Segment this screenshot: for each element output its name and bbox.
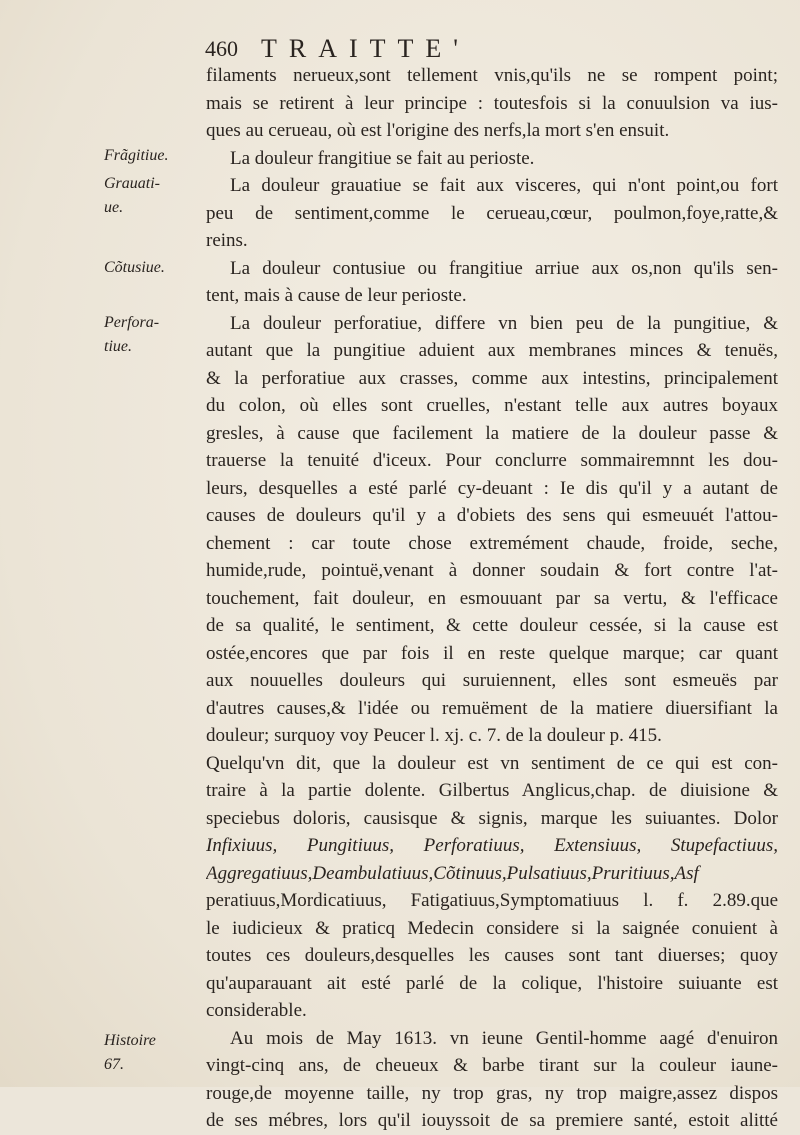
text-line: qu'auparauant ait esté parlé de la colique, l'histoire suiuante est <box>206 972 778 994</box>
page-number: 460 <box>205 36 238 61</box>
margin-note-grauatiue-1: Grauati- <box>104 175 160 192</box>
margin-note-perforatiue-2: tiue. <box>104 338 132 355</box>
text-line: humide,rude, pointuë,venant à donner soudain & fort contre l'at- <box>206 560 778 581</box>
text-line: aux nouuelles douleurs qui suruiennent, elles sont esmeuës par <box>206 670 778 691</box>
margin-note-contusiue: Cõtusiue. <box>104 259 165 276</box>
text-line: tent, mais à cause de leur perioste. <box>206 285 467 306</box>
text-line: de sa qualité, le sentiment, & cette douleur cessée, si la cause est <box>206 615 778 636</box>
text-line: causes de douleurs qu'il y a d'obiets des sens qui esmeuuét l'attou- <box>206 505 778 526</box>
text-line: du colon, où elles sont cruelles, n'estant telle aux autres boyaux <box>206 395 778 416</box>
text-line: peu de sentiment,comme le cerueau,cœur, poulmon,foye,ratte,& <box>206 202 778 224</box>
margin-note-histoire-2: 67. <box>104 1056 124 1073</box>
text-line: La douleur contusiue ou frangitiue arriue aux os,non qu'ils sen- <box>230 257 778 279</box>
text-line: trauerse la tenuité d'iceux. Pour conclurre sommairemnnt les dou- <box>206 450 778 471</box>
text-line: toutes ces douleurs,desquelles les causes sont tant diuerses; quoy <box>206 945 778 966</box>
text-line: ostée,encores que par fois il en reste quelque marque; car quant <box>206 642 778 664</box>
text-line: d'autres causes,& l'idée ou remuëment de la matiere diuersifiant la <box>206 697 778 719</box>
text-line: le iudicieux & praticq Medecin considere si la saignée conuient à <box>206 917 778 939</box>
text-line: chement : car toute chose extremément chaude, froide, seche, <box>206 532 778 554</box>
text-line: mais se retirent à leur principe : toutesfois si la conuulsion va ius- <box>206 92 778 114</box>
text-line: peratiuus,Mordicatiuus, Fatigatiuus,Symptomatiuus l. f. 2.89.que <box>206 890 778 911</box>
margin-note-frangitiue: Frãgitiue. <box>104 147 169 164</box>
text-line: douleur; surquoy voy Peucer l. xj. c. 7. de la douleur p. 415. <box>206 725 662 746</box>
text-line: Infixiuus, Pungitiuus, Perforatiuus, Extensiuus, Stupefactiuus, <box>206 835 778 856</box>
text-line: de ses mébres, lors qu'il iouyssoit de sa premiere santé, estoit alitté <box>206 1110 778 1131</box>
text-line: traire à la partie dolente. Gilbertus Anglicus,chap. de diuisione & <box>206 780 778 801</box>
text-line: leurs, desquelles a esté parlé cy-deuant : Ie dis qu'il y a autant de <box>206 477 778 499</box>
margin-note-perforatiue-1: Perfora- <box>104 314 160 331</box>
text-line: La douleur frangitiue se fait au perioste. <box>230 147 535 169</box>
text-line: filaments nerueux,sont tellement vnis,qu'ils ne se rompent point; <box>206 65 778 86</box>
text-line: gresles, à cause que facilement la matiere de la douleur passe & <box>206 422 778 444</box>
body-text <box>206 62 778 1135</box>
text-line: vingt-cinq ans, de cheueux & barbe tirant sur la couleur iaune- <box>206 1055 778 1076</box>
text-line: La douleur perforatiue, differe vn bien peu de la pungitiue, & <box>230 312 778 334</box>
text-line: Au mois de May 1613. vn ieune Gentil-homme aagé d'enuiron <box>230 1027 778 1049</box>
text-line: touchement, fait douleur, en esmouuant par sa vertu, & l'efficace <box>206 587 778 609</box>
text-line: Aggregatiuus,Deambulatiuus,Cõtinuus,Pulsatiuus,Pruritiuus,Asf <box>206 862 699 884</box>
text-line: ques au cerueau, où est l'origine des nerfs,la mort s'en ensuit. <box>206 120 670 141</box>
text-line: autant que la pungitiue aduient aux membranes minces & tenuës, <box>206 340 778 361</box>
text-line: rouge,de moyenne taille, ny trop gras, ny trop maigre,assez dispos <box>206 1082 778 1104</box>
text-line: speciebus doloris, causisque & signis, marque les suiuantes. Dolor <box>206 807 778 829</box>
text-line: & la perforatiue aux crasses, comme aux intestins, principalement <box>206 367 778 389</box>
text-line: considerable. <box>206 1000 307 1021</box>
margin-note-grauatiue-2: ue. <box>104 199 124 216</box>
running-title: TRAITTE' <box>261 34 470 63</box>
text-line: La douleur grauatiue se fait aux visceres, qui n'ont point,ou fort <box>230 175 778 196</box>
text-line: Quelqu'vn dit, que la douleur est vn sentiment de ce qui est con- <box>206 752 778 774</box>
text-line: reins. <box>206 230 248 251</box>
margin-note-histoire-1: Histoire <box>104 1032 156 1049</box>
